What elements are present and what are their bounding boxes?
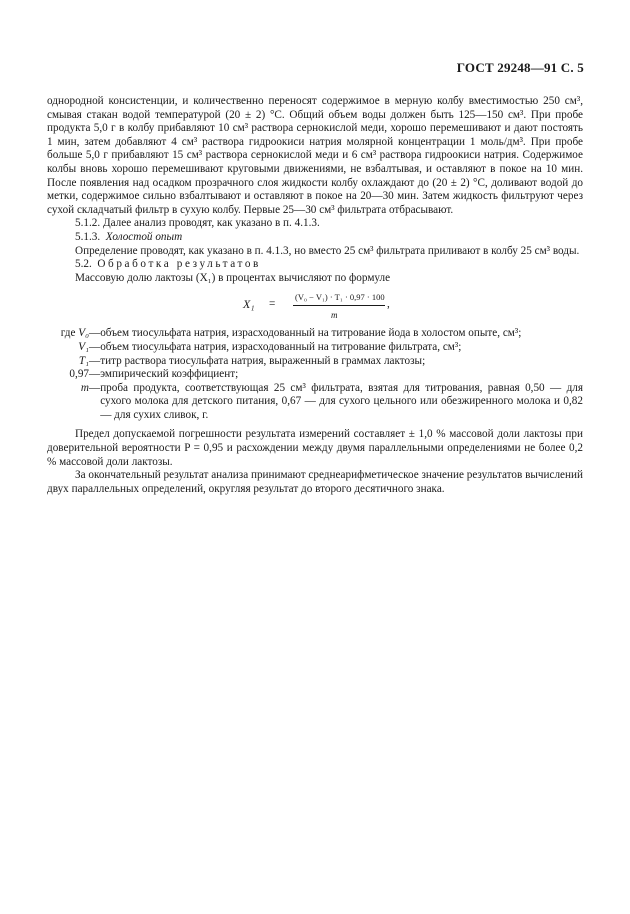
section-5-1-3-heading xyxy=(47,231,583,245)
definition-dash: — xyxy=(89,354,101,367)
section-title: Холостой опыт xyxy=(105,230,183,243)
definition-text: объем тиосульфата натрия, израсходованный на титрование йода в холостом опыте, см³; xyxy=(100,327,522,340)
variable-definitions xyxy=(47,327,583,422)
section-title: Обработка результатов xyxy=(97,258,261,271)
definition-row xyxy=(47,341,583,355)
definition-symbol: T₁ xyxy=(78,354,89,367)
definition-text: проба продукта, соответствующая 25 см³ фильтрата, взятая для титрования, равная 0,50 — для сухого молока для детского питания, 0,67 — для сухого цельного или обезжиренного молока и 0,82 — для сухих сливок, г. xyxy=(100,381,583,421)
paragraph-procedure: однородной консистенции, и количественно переносят содержимое в мерную колбу вместимостью 250 см³, смывая стакан водой температурой (20 ± 2) °С. Общий объем воды должен быть 125—150 см³. При пробе продукта 5,0 г в колбу прибавляют 10 см³ раствора сернокислой меди, хорошо перемешивают и дают постоять 1 мин, затем добавляют 4 см³ раствора гидроокиси натрия молярной концентрации 1 моль/дм³. При пробе больше 5,0 г прибавляют 15 см³ раствора сернокислой меди и 6 см³ раствора гидроокиси натрия. Содержимое колбы вновь хорошо перемешивают круговыми движениями, не взбалтывая, и оставляют в покое на 10 мин. После появления над осадком прозрачного слоя жидкости колбу охлаждают до (20 ± 2) °С, доливают водой до метки, содержимое сильно взбалтывают и оставляют в покое на 20—30 мин. Затем жидкость фильтруют через сухой складчатый фильтр в сухую колбу. Первые 25—30 см³ фильтрата отбрасывают. xyxy=(47,95,583,216)
definition-symbol-cell xyxy=(47,341,89,355)
definition-symbol-cell xyxy=(47,355,89,369)
definition-row xyxy=(47,382,583,423)
definition-text: объем тиосульфата натрия, израсходованный на титрование фильтрата, см³; xyxy=(100,340,462,353)
paragraph-error-limit: Предел допускаемой погрешности результата измерений составляет ± 1,0 % массовой доли лактозы при доверительной вероятности P = 0,95 и расхождении между двумя параллельными определениями не более 0,2 % массовой доли лактозы. xyxy=(47,428,583,468)
formula-lhs: X₁ xyxy=(243,297,255,312)
definition-row xyxy=(47,355,583,369)
formula-numerator: (V₀ − V₁) · T₁ · 0,97 · 100 xyxy=(295,292,385,303)
definition-dash: — xyxy=(89,327,101,340)
definition-symbol-cell xyxy=(47,327,89,341)
definition-symbol: 0,97 xyxy=(69,368,89,381)
section-5-1-2: 5.1.2. Далее анализ проводят, как указано в п. 4.1.3. xyxy=(75,217,320,230)
definition-row xyxy=(47,368,583,382)
where-label: где xyxy=(60,327,76,340)
definition-symbol: V₁ xyxy=(78,340,89,353)
definition-text: титр раствора тиосульфата натрия, выраженный в граммах лактозы; xyxy=(100,354,426,367)
fraction-bar xyxy=(293,305,385,306)
lactose-formula xyxy=(47,287,583,327)
formula-comma: , xyxy=(387,298,390,311)
page-header: ГОСТ 29248—91 С. 5 xyxy=(456,60,584,75)
document-body xyxy=(47,95,583,496)
section-5-2-heading xyxy=(47,258,583,272)
formula-equals: = xyxy=(269,298,276,311)
paragraph-blank-test: Определение проводят, как указано в п. 4.1.3, но вместо 25 см³ фильтрата приливают в колбу 25 см³ воды. xyxy=(75,244,580,257)
definition-dash: — xyxy=(89,381,101,394)
definition-symbol-cell xyxy=(47,382,89,423)
definition-dash: — xyxy=(89,368,101,381)
definition-row xyxy=(47,327,583,341)
definition-symbol: m xyxy=(80,381,89,394)
paragraph-formula-intro: Массовую долю лактозы (X₁) в процентах вычисляют по формуле xyxy=(75,271,391,284)
definition-symbol-cell xyxy=(47,368,89,382)
section-number: 5.1.3. xyxy=(75,230,101,243)
definition-dash: — xyxy=(89,340,101,353)
paragraph-final-result: За окончательный результат анализа принимают среднеарифметическое значение результатов вычислений двух параллельных определений, округляя результат до второго десятичного знака. xyxy=(47,469,583,495)
formula-denominator: m xyxy=(331,310,338,321)
definition-text: эмпирический коэффициент; xyxy=(100,368,239,381)
definition-symbol: V₀ xyxy=(78,327,89,340)
section-number: 5.2. xyxy=(75,258,92,271)
